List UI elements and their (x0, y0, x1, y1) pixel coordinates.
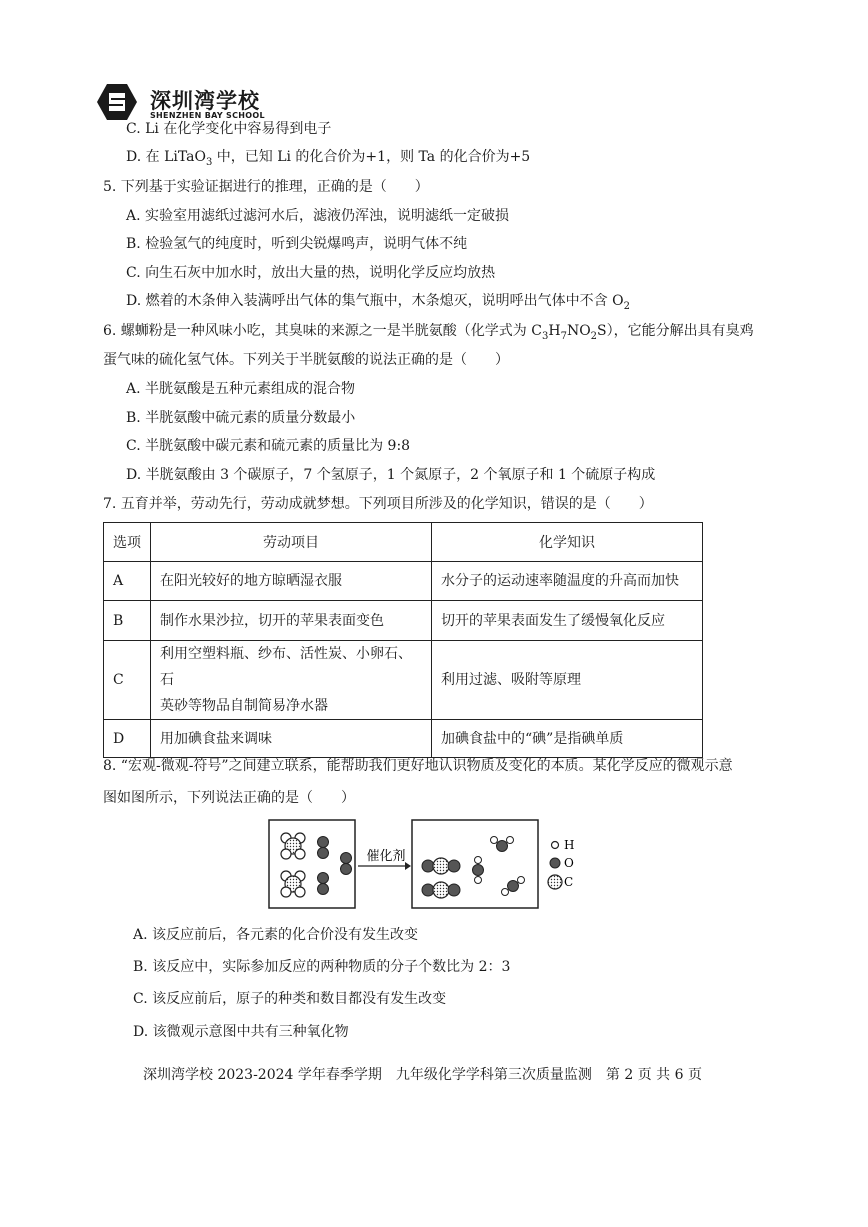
school-name: 深圳湾学校 (150, 89, 260, 113)
q6-option-d: D. 半胱氨酸由 3 个碳原子，7 个氢原子，1 个氮原子，2 个氧原子和 1 个硫原子构成 (126, 467, 656, 483)
q6-option-c: C. 半胱氨酸中碳元素和硫元素的质量比为 9:8 (126, 438, 411, 454)
table-header-cell: 化学知识 (432, 523, 703, 562)
q8-stem-line1: 8. “宏观-微观-符号”之间建立联系，能帮助我们更好地认识物质及变化的本质。某化学反应的微观示意 (103, 758, 733, 774)
q8-stem-line2: 图如图所示，下列说法正确的是（ ） (103, 790, 355, 806)
q8-option-d: D. 该微观示意图中共有三种氧化物 (133, 1024, 349, 1040)
q7-table (103, 522, 703, 758)
school-name-english: SHENZHEN BAY SCHOOL (150, 111, 265, 120)
page-footer: 深圳湾学校 2023-2024 学年春季学期 九年级化学学科第三次质量监测 第 2 页 共 6 页 (143, 1067, 702, 1083)
legend-label-h: H (564, 838, 575, 852)
q4-option-c: C. Li 在化学变化中容易得到电子 (126, 121, 332, 137)
q6-stem-line2: 蛋气味的硫化氢气体。下列关于半胱氨酸的说法正确的是（ ） (103, 352, 509, 368)
legend-label-o: O (564, 856, 574, 870)
table-row: B 制作水果沙拉，切开的苹果表面变色 切开的苹果表面发生了缓慢氧化反应 (104, 601, 703, 641)
q7-stem: 7. 五育并举，劳动先行，劳动成就梦想。下列项目所涉及的化学知识，错误的是（ ） (103, 496, 653, 512)
reaction-micro-diagram (268, 818, 598, 913)
q8-option-c: C. 该反应前后，原子的种类和数目都没有发生改变 (133, 991, 447, 1007)
table-row: D 用加碘食盐来调味 加碘食盐中的“碘”是指碘单质 (104, 720, 703, 758)
legend-label-c: C (564, 875, 574, 889)
q6-stem-line1: 6. 螺蛳粉是一种风味小吃，其臭味的来源之一是半胱氨酸（化学式为 $C_3H_7NO_2S$），它能分解出具有臭鸡 (103, 323, 754, 342)
q6-option-a: A. 半胱氨酸是五种元素组成的混合物 (126, 381, 356, 397)
q5-option-b: B. 检验氢气的纯度时，听到尖锐爆鸣声，说明气体不纯 (126, 236, 468, 252)
q5-option-a: A. 实验室用滤纸过滤河水后，滤液仍浑浊，说明滤纸一定破损 (126, 208, 510, 224)
shenzhen-bay-school-logo-icon (97, 84, 137, 120)
table-header-cell: 劳动项目 (151, 523, 432, 562)
table-row: C 利用空塑料瓶、纱布、活性炭、小卵石、石 英砂等物品自制简易净水器 利用过滤、吸附等原理 (104, 641, 703, 720)
q4-option-d: D. 在 LiTaO$_3$ 中，已知 Li 的化合价为+1，则 Ta 的化合价为+5 (126, 149, 531, 168)
q5-option-d: D. 燃着的木条伸入装满呼出气体的集气瓶中，木条熄灭，说明呼出气体中不含 $O_2$ (126, 293, 630, 312)
q5-stem: 5. 下列基于实验证据进行的推理，正确的是（ ） (103, 179, 429, 195)
q5-option-c: C. 向生石灰中加水时，放出大量的热，说明化学反应均放热 (126, 265, 496, 281)
q6-option-b: B. 半胱氨酸中硫元素的质量分数最小 (126, 410, 356, 426)
catalyst-label: 催化剂 (366, 849, 406, 864)
table-header-cell: 选项 (104, 523, 151, 562)
q8-option-b: B. 该反应中，实际参加反应的两种物质的分子个数比为 2：3 (133, 959, 511, 975)
table-row: A 在阳光较好的地方晾晒湿衣服 水分子的运动速率随温度的升高而加快 (104, 562, 703, 601)
q8-option-a: A. 该反应前后，各元素的化合价没有发生改变 (133, 927, 419, 943)
table-header-row (104, 523, 703, 562)
